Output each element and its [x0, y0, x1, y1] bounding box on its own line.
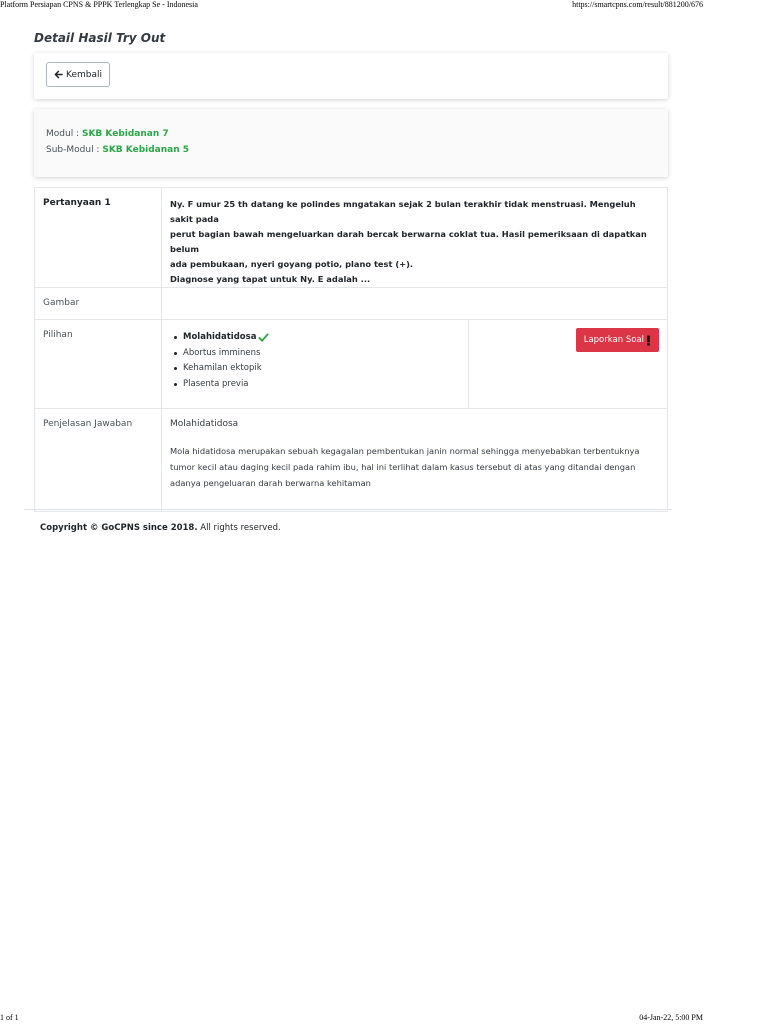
bullet — [174, 383, 177, 386]
question-line: perut bagian bawah mengeluarkan darah bercak berwarna coklat tua. Hasil pemeriksaan di dapatkan belum — [170, 229, 647, 254]
question-table — [34, 187, 668, 512]
option-text: Molahidatidosa — [183, 332, 257, 342]
option-item — [174, 330, 468, 346]
option-item — [174, 377, 468, 393]
submodule-value: SKB Kebidanan 5 — [102, 145, 190, 155]
explanation-line: Mola hidatidosa merupakan sebuah kegagalan pembentukan janin normal sehingga menyebabkan terbentuknya — [170, 446, 640, 456]
explanation-cell — [162, 409, 668, 512]
image-label: Gambar — [43, 298, 80, 308]
module-line — [46, 129, 169, 139]
footer-divider — [24, 509, 672, 510]
back-card — [34, 53, 668, 99]
options-list — [162, 320, 468, 392]
question-label-cell — [35, 188, 162, 288]
arrow-left-icon — [54, 70, 63, 79]
bullet — [174, 336, 177, 339]
page-title: Detail Hasil Try Out — [34, 31, 166, 45]
module-value: SKB Kebidanan 7 — [81, 129, 169, 139]
print-page-title: Platform Persiapan CPNS & PPPK Terlengkap Se - Indonesia — [0, 0, 198, 9]
copyright — [40, 523, 281, 533]
options-cell — [162, 320, 469, 409]
explanation-line: tumor kecil atau daging kecil pada rahim ibu, hal ini terlihat dalam kasus tersebut di atas yang ditandai dengan — [170, 462, 636, 472]
bullet — [174, 352, 177, 355]
print-url: https://smartcpns.com/result/881200/676 — [572, 0, 703, 9]
option-text: Plasenta previa — [183, 378, 249, 389]
explanation-body — [162, 429, 667, 491]
question-text — [162, 188, 667, 287]
question-line: Ny. F umur 25 th datang ke polindes mngatakan sejak 2 bulan terakhir tidak menstruasi. Mengeluh sakit pada — [170, 199, 636, 224]
image-label-cell — [35, 288, 162, 320]
image-cell — [162, 288, 668, 320]
print-page-number: 1 of 1 — [0, 1013, 19, 1022]
question-label: Pertanyaan 1 — [43, 198, 111, 208]
submodule-line — [46, 145, 189, 155]
explanation-label-cell — [35, 409, 162, 512]
module-card — [34, 109, 668, 177]
submodule-label: Sub-Modul : — [46, 145, 100, 155]
option-text: Kehamilan ektopik — [183, 363, 262, 373]
explanation-row — [35, 409, 668, 512]
back-button[interactable] — [46, 62, 110, 87]
back-button-label: Kembali — [66, 69, 102, 80]
report-button-label: Laporkan Soal — [583, 335, 644, 345]
options-row — [35, 320, 668, 409]
question-line: ada pembukaan, nyeri goyang potio, plano test (+). — [170, 259, 414, 269]
module-label: Modul : — [46, 129, 80, 139]
copyright-bold: Copyright © GoCPNS since 2018. — [40, 523, 198, 533]
print-datetime: 04-Jan-22, 5:00 PM — [639, 1013, 703, 1022]
option-item — [174, 346, 468, 362]
options-label-cell — [35, 320, 162, 409]
explanation-answer: Molahidatidosa — [170, 419, 239, 429]
image-row — [35, 288, 668, 320]
report-cell — [469, 320, 668, 409]
question-row — [35, 188, 668, 288]
exclamation-icon — [646, 335, 651, 346]
report-question-button[interactable] — [576, 328, 659, 352]
question-line: Diagnose yang tapat untuk Ny. E adalah ... — [170, 274, 371, 284]
bullet — [174, 367, 177, 370]
option-item — [174, 361, 468, 377]
print-footer — [0, 1012, 768, 1024]
explanation-line: adanya pengeluaran darah berwarna kehitaman — [170, 478, 371, 488]
copyright-rest: All rights reserved. — [197, 523, 281, 533]
explanation-label: Penjelasan Jawaban — [43, 419, 133, 429]
question-text-cell — [162, 188, 668, 288]
print-header — [0, 0, 768, 10]
check-icon — [258, 332, 269, 343]
options-label: Pilihan — [43, 330, 73, 340]
option-text: Abortus imminens — [183, 347, 261, 358]
